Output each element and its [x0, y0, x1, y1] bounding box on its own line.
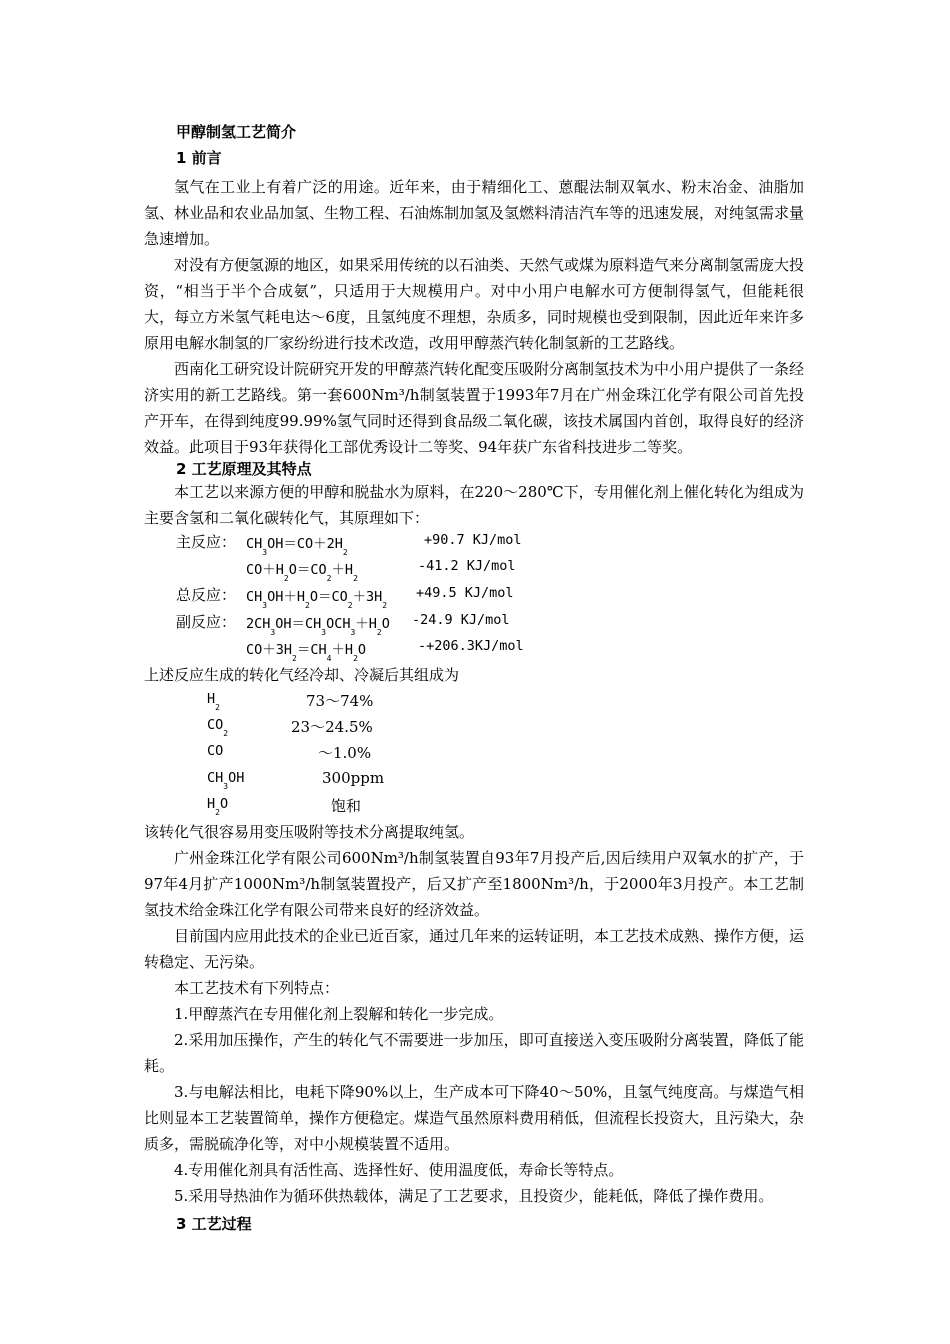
paragraph-hydrogen-sources: 对没有方便氢源的地区，如果采用传统的以石油类、天然气或煤为原料造气来分离制氢需庞大投资，“相当于半个合成氨”，只适用于大规模用户。对中小用户电解水可方便制得氢气，但能耗很大，每立方米氢气耗电达～6度，且氢纯度不理想，杂质多，同时规模也受到限制，因此近年来许多原用电解水制氢的厂家纷纷进行技术改造，改用甲醇蒸汽转化制氢新的工艺路线。 [144, 256, 805, 352]
paragraph-separation: 该转化气很容易用变压吸附等技术分离提取纯氢。 [144, 823, 475, 841]
label-side-reaction: 副反应： [176, 613, 237, 631]
reaction-5-enthalpy: -+206.3KJ/mol [418, 638, 524, 654]
label-main-reaction: 主反应： [176, 533, 237, 551]
component-value: ～1.0% [318, 744, 372, 762]
reaction-2: $CO+H_2O=CO_2+H_2$ [246, 562, 358, 583]
component-value: 23～24.5% [291, 718, 373, 736]
section-2-body [144, 819, 804, 1209]
reaction-5: $CO+3H_2=CH_4+H_2O$ [246, 642, 367, 663]
component-name: CO [207, 743, 224, 759]
document-title: 甲醇制氢工艺简介 [176, 123, 297, 141]
paragraph-intro: 氢气在工业上有着广泛的用途。近年来，由于精细化工、蒽醌法制双氧水、粉末冶金、油脂加氢、林业品和农业品加氢、生物工程、石油炼制加氢及氢燃料清洁汽车等的迅速发展，对纯氢需求量急速增加。 [144, 178, 805, 248]
label-total-reaction: 总反应： [176, 586, 237, 604]
reaction-3-enthalpy: +49.5 KJ/mol [416, 585, 514, 601]
reaction-2-enthalpy: -41.2 KJ/mol [418, 558, 516, 574]
component-name: $CH_3OH$ [207, 770, 245, 791]
composition-intro: 上述反应生成的转化气经冷却、冷凝后其组成为 [144, 666, 460, 684]
component-name: $CO_2$ [207, 717, 229, 738]
component-value: 饱和 [331, 797, 362, 815]
component-name: $H_2O$ [207, 796, 229, 817]
reaction-4: $2CH_3OH=CH_3OCH_3+H_2O$ [246, 616, 390, 637]
section-1-body [144, 174, 804, 460]
component-value: 300ppm [322, 769, 385, 787]
feature-item: 3.与电解法相比，电耗下降90%以上，生产成本可下降40～50%，且氢气纯度高。与煤造气相比则显本工艺装置简单，操作方便稳定。煤造气虽然原料费用稍低，但流程长投资大，且污染大，杂质多，需脱硫净化等，对中小规模装置不适用。 [144, 1083, 805, 1153]
feature-item: 4.专用催化剂具有活性高、选择性好、使用温度低，寿命长等特点。 [174, 1161, 624, 1179]
component-name: $H_2$ [207, 691, 220, 712]
paragraph-guangzhou: 广州金珠江化学有限公司600Nm³/h制氢装置自93年7月投产后,因后续用户双氧水的扩产，于97年4月扩产1000Nm³/h制氢装置投产，后又扩产至1800Nm³/h，于2000年3月投产。本工艺制氢技术给金珠江化学有限公司带来良好的经济效益。 [144, 849, 804, 919]
reaction-1: $CH_3OH=CO+2H_2$ [246, 536, 348, 557]
section-heading-3: 3 工艺过程 [176, 1215, 252, 1233]
reaction-4-enthalpy: -24.9 KJ/mol [412, 612, 510, 628]
feature-item: 1.甲醇蒸汽在专用催化剂上裂解和转化一步完成。 [174, 1005, 504, 1023]
section-heading-1: 1 前言 [176, 149, 222, 167]
feature-item: 2.采用加压操作，产生的转化气不需要进一步加压，即可直接送入变压吸附分离装置，降低了能耗。 [144, 1031, 804, 1075]
paragraph-adoption: 目前国内应用此技术的企业已近百家，通过几年来的运转证明，本工艺技术成熟、操作方便，运转稳定、无污染。 [144, 927, 805, 971]
reaction-1-enthalpy: +90.7 KJ/mol [424, 532, 522, 548]
reaction-3: $CH_3OH+H_2O=CO_2+3H_2$ [246, 589, 388, 610]
feature-item: 5.采用导热油作为循环供热载体，满足了工艺要求，且投资少，能耗低，降低了操作费用。 [174, 1187, 774, 1205]
component-value: 73～74% [306, 692, 374, 710]
principle-paragraph [144, 479, 804, 531]
paragraph-principle: 本工艺以来源方便的甲醇和脱盐水为原料，在220～280℃下，专用催化剂上催化转化为组成为主要含氢和二氧化碳转化气，其原理如下： [144, 483, 804, 527]
paragraph-features-intro: 本工艺技术有下列特点： [174, 979, 340, 997]
section-heading-2: 2 工艺原理及其特点 [176, 460, 312, 478]
paragraph-institute: 西南化工研究设计院研究开发的甲醇蒸汽转化配变压吸附分离制氢技术为中小用户提供了一条经济实用的新工艺路线。第一套600Nm³/h制氢装置于1993年7月在广州金珠江化学有限公司首先投产开车，在得到纯度99.99%氢气同时还得到食品级二氧化碳，该技术属国内首创，取得良好的经济效益。此项目于93年获得化工部优秀设计二等奖、94年获广东省科技进步二等奖。 [144, 360, 805, 456]
